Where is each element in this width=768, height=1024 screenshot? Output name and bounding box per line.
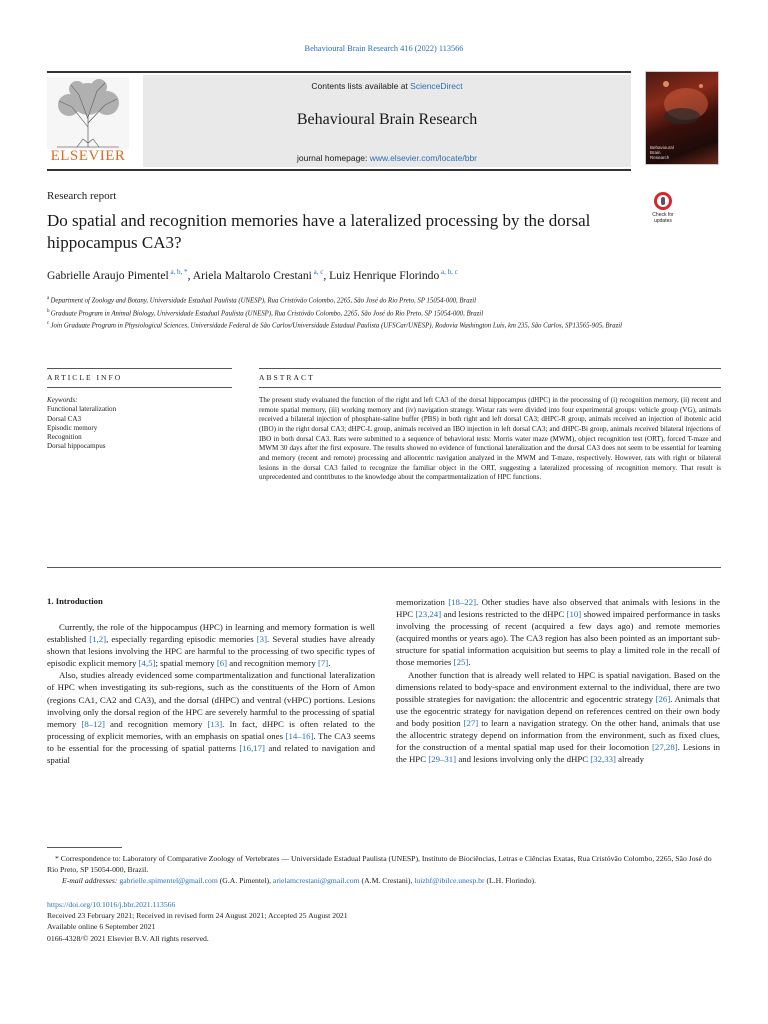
copyright-line: 0166-4328/© 2021 Elsevier B.V. All rights reserved. bbox=[47, 933, 209, 943]
doi-link[interactable]: https://doi.org/10.1016/j.bbr.2021.113566 bbox=[47, 900, 176, 909]
affiliation bbox=[47, 307, 727, 320]
citation-link[interactable]: [7] bbox=[317, 658, 329, 669]
cover-label-line: Brain bbox=[650, 150, 661, 156]
cover-label-line: Research bbox=[650, 155, 670, 161]
email-addresses bbox=[47, 875, 723, 886]
body-text: and recognition memory bbox=[227, 658, 318, 669]
contents-prefix: Contents lists available at bbox=[311, 81, 411, 91]
article-info-rule bbox=[47, 368, 232, 369]
email-link[interactable]: gabrielle.spimentel@gmail.com bbox=[119, 876, 218, 885]
body-column-left bbox=[47, 621, 375, 766]
paragraph bbox=[47, 621, 375, 669]
body-text: already bbox=[615, 754, 645, 765]
body-text: and recognition memory bbox=[104, 718, 208, 729]
citation-link[interactable]: [6] bbox=[216, 658, 228, 669]
abstract-rule-lower bbox=[259, 387, 721, 388]
body-text: Also, studies already evidenced some compartmentalization and functional lateralization of HPC when investigating its sub-regions, such as the constituents of the Horn of Amon (regions CA1, CA2 and CA3), and the dorsal (dHPC) and ventral (vHPC) portions. Lesions involving only the dorsal region of the HPC are severely harmful to the processing of spatial memory bbox=[47, 670, 375, 729]
contents-available-line bbox=[143, 81, 631, 91]
body-text: Another function that is already well related to HPC is spatial navigation. Based on the dimensions related to body-space and environment external to the individual, there are two possible strategies for navigation: the allocentric and egocentric strategy bbox=[396, 669, 720, 704]
body-text: . In fact, dHPC is often related to the processing of explicit memories, with an emphasis on spatial ones bbox=[47, 718, 376, 741]
affiliation-list bbox=[47, 294, 727, 332]
citation-link[interactable]: [3] bbox=[256, 634, 268, 645]
body-text: . bbox=[328, 658, 331, 669]
body-text: . The CA3 seems to be essential for the processing of spatial patterns bbox=[47, 730, 376, 753]
paragraph bbox=[396, 596, 720, 669]
cover-label-line: Behavioural bbox=[650, 145, 674, 151]
affiliation-marker: a bbox=[47, 296, 51, 301]
author-separator: , bbox=[187, 268, 193, 282]
citation-link[interactable]: [10] bbox=[566, 609, 582, 620]
citation-link[interactable]: [27] bbox=[463, 717, 479, 728]
available-online-date: Available online 6 September 2021 bbox=[47, 922, 156, 932]
journal-reference[interactable]: Behavioural Brain Research 416 (2022) 113566 bbox=[304, 44, 464, 53]
check-for-updates-button[interactable] bbox=[647, 192, 679, 226]
article-title: Do spatial and recognition memories have a lateralized processing by the dorsal hippocampus CA3? bbox=[47, 211, 591, 252]
author-affiliation-marker[interactable]: a, b, c bbox=[439, 268, 458, 276]
citation-link[interactable]: [1,2] bbox=[89, 634, 107, 645]
body-text: memorization bbox=[396, 597, 449, 607]
citation-link[interactable]: [25] bbox=[453, 657, 469, 668]
body-text: Currently, the role of the hippocampus (HPC) in learning and memory formation is well established bbox=[47, 622, 375, 645]
citation-link[interactable]: [13] bbox=[207, 718, 223, 729]
journal-homepage-link[interactable]: www.elsevier.com/locate/bbr bbox=[369, 153, 478, 163]
citation-link[interactable]: [14–16] bbox=[285, 730, 314, 741]
header-bottom-rule bbox=[47, 169, 631, 171]
body-text: and lesions involving only the dHPC bbox=[456, 754, 591, 765]
header-top-rule bbox=[47, 71, 631, 73]
section-heading-introduction: 1. Introduction bbox=[47, 596, 103, 606]
abstract-end-rule bbox=[47, 567, 721, 568]
article-info-heading: ARTICLE INFO bbox=[47, 373, 123, 382]
crossmark-icon bbox=[654, 192, 672, 210]
body-text: . Animals that use the egocentric strategy for navigation depend on references centred on their own body and body position bbox=[396, 693, 720, 728]
email-owner: (L.H. Florindo). bbox=[484, 876, 537, 885]
affiliation-marker: b bbox=[47, 308, 51, 314]
citation-link[interactable]: [29–31] bbox=[428, 754, 457, 765]
journal-info-box bbox=[143, 75, 631, 167]
affiliation-text: Department of Zoology and Botany, Universidade Estadual Paulista (UNESP), Rua Cristóvão Colombo, 2265, São José do Rio Preto, SP 15054-000, Brazil bbox=[50, 297, 477, 305]
correspondence-note: * Correspondence to: Laboratory of Comparative Zoology of Vertebrates — Universidade Estadual Paulista (UNESP), Instituto de Biociências, Letras e Ciências Exatas, Rua Cristóvão Colombo, 2265, São José do Rio Preto, SP 15054-000, Brazil. bbox=[47, 854, 712, 874]
citation-link[interactable]: [27,28] bbox=[652, 742, 678, 753]
affiliation-marker: c bbox=[47, 321, 51, 327]
article-info-rule-lower bbox=[47, 387, 232, 388]
author-name[interactable]: Luiz Henrique Florindo bbox=[329, 268, 440, 282]
keyword: Dorsal CA3 bbox=[47, 414, 82, 423]
journal-title: Behavioural Brain Research bbox=[296, 111, 478, 128]
author-name[interactable]: Gabrielle Araujo Pimentel bbox=[47, 268, 169, 282]
email-owner: (A.M. Crestani), bbox=[359, 876, 415, 885]
body-text: . Several studies have already shown that lesions involving the HPC are harmful to the processing of two specific types of episodic explicit memory bbox=[47, 634, 375, 669]
affiliation bbox=[47, 319, 727, 332]
citation-link[interactable]: [32,33] bbox=[590, 754, 616, 765]
footnote-rule bbox=[47, 847, 122, 848]
author-separator: , bbox=[323, 268, 330, 282]
elsevier-logo[interactable] bbox=[47, 77, 129, 167]
homepage-prefix: journal homepage: bbox=[296, 153, 370, 163]
journal-header bbox=[47, 71, 631, 171]
affiliation bbox=[47, 294, 727, 307]
footnotes bbox=[47, 853, 723, 886]
keyword: Recognition bbox=[47, 433, 82, 442]
body-text: . Other studies have also observed that animals with lesions in the HPC bbox=[396, 597, 720, 620]
body-text: and lesions restricted to the dHPC bbox=[441, 609, 567, 620]
cover-brain-illustration bbox=[646, 72, 718, 142]
sciencedirect-link[interactable]: ScienceDirect bbox=[410, 81, 463, 91]
journal-cover-image[interactable] bbox=[645, 71, 719, 165]
citation-link[interactable]: [18–22] bbox=[448, 597, 477, 607]
author-affiliation-marker[interactable]: a, b, * bbox=[168, 268, 188, 276]
crossmark-label-line: updates bbox=[654, 218, 672, 224]
body-text: to learn a navigation strategy. On the other hand, animals that use the allocentric strategy depend on information from the environment, such as fixed clues, for the construction of a mental spatial map used for their locomotion bbox=[396, 717, 720, 753]
elsevier-wordmark: ELSEVIER bbox=[50, 148, 126, 164]
body-text: , especially regarding episodic memories bbox=[106, 634, 257, 645]
body-text: . Lesions in the HPC bbox=[396, 742, 721, 765]
received-dates: Received 23 February 2021; Received in revised form 24 August 2021; Accepted 25 August 2021 bbox=[47, 911, 348, 921]
affiliation-text: Join Graduate Program in Physiological Sciences, Universidade Federal de São Carlos/Universidade Estadual Paulista (UFSCar/UNESP), Rodovia Washington Luís, km 235, São Carlos, SP13565-905, Brazil bbox=[50, 322, 623, 330]
email-link[interactable]: luizhf@ibilce.unesp.br bbox=[414, 876, 485, 885]
email-owner: (G.A. Pimentel), bbox=[217, 876, 273, 885]
keyword: Episodic memory bbox=[47, 423, 98, 432]
article-type: Research report bbox=[47, 190, 117, 202]
elsevier-tree-icon bbox=[47, 77, 129, 149]
email-label: E-mail addresses: bbox=[62, 876, 120, 885]
journal-homepage-line bbox=[143, 153, 631, 163]
email-link[interactable]: arielamcrestani@gmail.com bbox=[272, 876, 360, 885]
keywords-label: Keywords: bbox=[47, 396, 78, 404]
paragraph bbox=[47, 669, 375, 766]
body-text: showed impaired performance in tasks involving the processing of recent (acquired a few days ago) and remote memories (acquired months or years ago). The CA3 region has also been pointed as an important sub-structure for spatial information acquisition but seems to play a limited role in the recall of those memories bbox=[396, 609, 721, 668]
cover-label bbox=[650, 146, 674, 161]
body-column-right bbox=[396, 596, 720, 765]
citation-link[interactable]: [8–12] bbox=[81, 718, 105, 729]
body-text: and related to navigation and spatial bbox=[47, 742, 375, 766]
body-text: . bbox=[468, 657, 471, 668]
crossmark-label-line: Check for bbox=[652, 212, 674, 218]
keyword: Dorsal hippocampus bbox=[47, 442, 106, 451]
citation-link[interactable]: [26] bbox=[655, 693, 671, 704]
paragraph bbox=[396, 669, 720, 766]
author-name[interactable]: Ariela Maltarolo Crestani bbox=[192, 268, 312, 282]
author-affiliation-marker[interactable]: a, c bbox=[311, 268, 324, 276]
citation-link[interactable]: [23,24] bbox=[415, 609, 442, 620]
affiliation-text: Graduate Program in Animal Biology, Universidade Estadual Paulista (UNESP), Rua Cristóvão Colombo, 2265, São José do Rio Preto, SP 15054-000, Brazil bbox=[50, 309, 484, 317]
keyword: Functional lateralization bbox=[47, 405, 117, 414]
keywords-block bbox=[47, 396, 227, 452]
citation-link[interactable]: [16,17] bbox=[239, 742, 265, 753]
publication-info bbox=[47, 899, 723, 944]
crossmark-label bbox=[647, 212, 679, 224]
author-list bbox=[47, 268, 727, 282]
abstract-rule bbox=[259, 368, 721, 369]
abstract-heading: ABSTRACT bbox=[259, 373, 315, 382]
citation-link[interactable]: [4,5] bbox=[138, 658, 156, 669]
body-text: ; spatial memory bbox=[155, 658, 217, 669]
abstract-text: The present study evaluated the function of the right and left CA3 of the dorsal hippocampus (dHPC) in the processing of (i) recognition memory, (ii) recent and remote spatial memory, (iii) working memory and (iv) navigation strategy. Wistar rats were divided into four experimental groups: vehicle group (VG), animals received a bilateral injection of phosphate-saline buffer (PBS) in both right and left dorsal CA3; dHPC-R group, animals received an injection of ibotenic acid (IBO) in the right dorsal CA3; dHPC-L group, animals received an IBO injection in left dorsal CA3; and dHPC-Bi group, animals received bilateral injections of IBO in both dorsal CA3. Rats were submitted to a sequence of behavioral tests: Morris water maze (MWM), object recognition test (ORT), forced T-maze and MWM 30 days after the first exposure. The results showed no evidence of functional lateralization and the dorsal CA3 does not seem to be essential for learning and memory (recent and remote) processing and allocentric navigation analyzed in the MWM and T-maze, respectively. However, rats with right or bilateral lesions in the dorsal CA3 failed to recognize the familiar object in the ORT, suggesting a lateralized processing of recognition memory. That result is unprecedented and contributes to the knowledge about the compartmentalization of HPC functions. bbox=[259, 396, 721, 482]
